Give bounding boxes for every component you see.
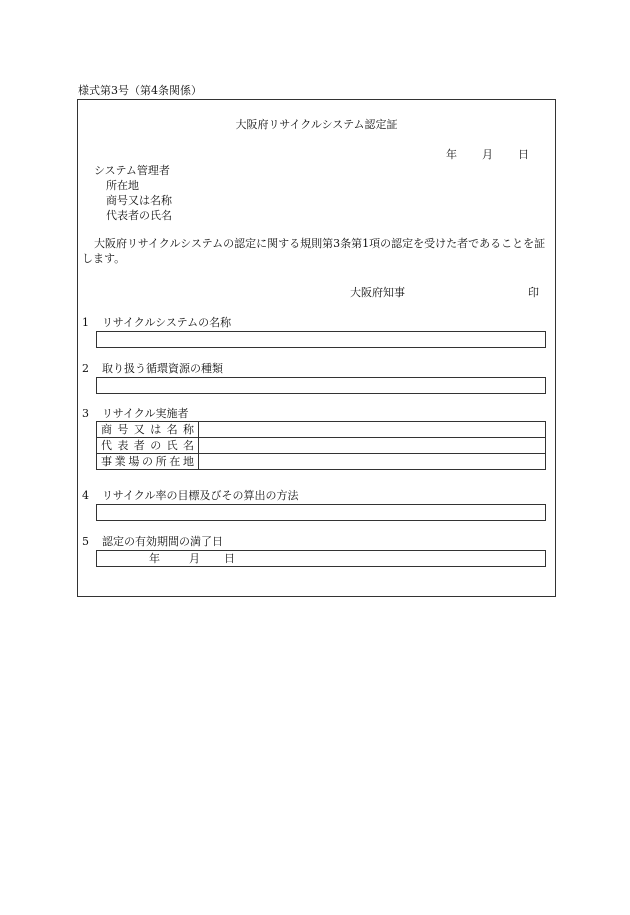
section-1-heading <box>82 316 231 330</box>
certification-statement: 大阪府リサイクルシステムの認定に関する規則第3条第1項の認定を受けた者であることを証します。 <box>82 237 546 266</box>
system-manager-heading: システム管理者 <box>94 164 170 177</box>
form-number-label: 様式第3号（第4条関係） <box>78 84 202 97</box>
issue-date-day: 日 <box>518 148 529 161</box>
issue-date-year: 年 <box>446 148 457 161</box>
recycling-rate-target-field[interactable] <box>96 504 546 521</box>
section-1-title: リサイクルシステムの名称 <box>102 316 232 329</box>
seal-mark: 印 <box>528 286 539 299</box>
section-4-heading <box>82 489 298 503</box>
implementer-name-field[interactable] <box>199 422 546 438</box>
section-1-number: 1 <box>82 316 89 329</box>
section-5-heading <box>82 535 223 549</box>
system-manager-representative-label: 代表者の氏名 <box>106 209 172 222</box>
table-row <box>97 422 546 438</box>
implementer-representative-field[interactable] <box>199 438 546 454</box>
circulating-resource-type-field[interactable] <box>96 377 546 394</box>
expiry-date-year: 年 <box>149 552 160 565</box>
issue-date-month: 月 <box>482 148 493 161</box>
table-row <box>97 438 546 454</box>
system-manager-name-label: 商号又は名称 <box>106 194 172 207</box>
certificate-frame <box>77 99 556 597</box>
expiry-date-day: 日 <box>224 552 235 565</box>
section-5-number: 5 <box>82 535 89 548</box>
implementer-site-address-field[interactable] <box>199 454 546 470</box>
implementer-representative-label: 代表者の氏名 <box>97 438 199 454</box>
section-3-title: リサイクル実施者 <box>102 407 189 420</box>
section-2-number: 2 <box>82 362 89 375</box>
section-4-title: リサイクル率の目標及びその算出の方法 <box>102 489 299 502</box>
implementer-site-address-label: 事業場の所在地 <box>97 454 199 470</box>
system-manager-address-label: 所在地 <box>106 179 139 192</box>
expiry-date-month: 月 <box>189 552 200 565</box>
section-5-title: 認定の有効期間の満了日 <box>102 535 223 548</box>
section-2-heading <box>82 362 223 376</box>
certificate-title: 大阪府リサイクルシステム認定証 <box>235 118 398 131</box>
section-3-number: 3 <box>82 407 89 420</box>
issuer-governor: 大阪府知事 <box>350 286 405 299</box>
section-2-title: 取り扱う循環資源の種類 <box>102 362 223 375</box>
section-3-heading <box>82 407 188 421</box>
table-row <box>97 454 546 470</box>
expiry-date-field[interactable] <box>96 550 546 567</box>
section-4-number: 4 <box>82 489 89 502</box>
recycling-implementer-table <box>96 421 546 470</box>
implementer-name-label: 商号又は名称 <box>97 422 199 438</box>
recycling-system-name-field[interactable] <box>96 331 546 348</box>
